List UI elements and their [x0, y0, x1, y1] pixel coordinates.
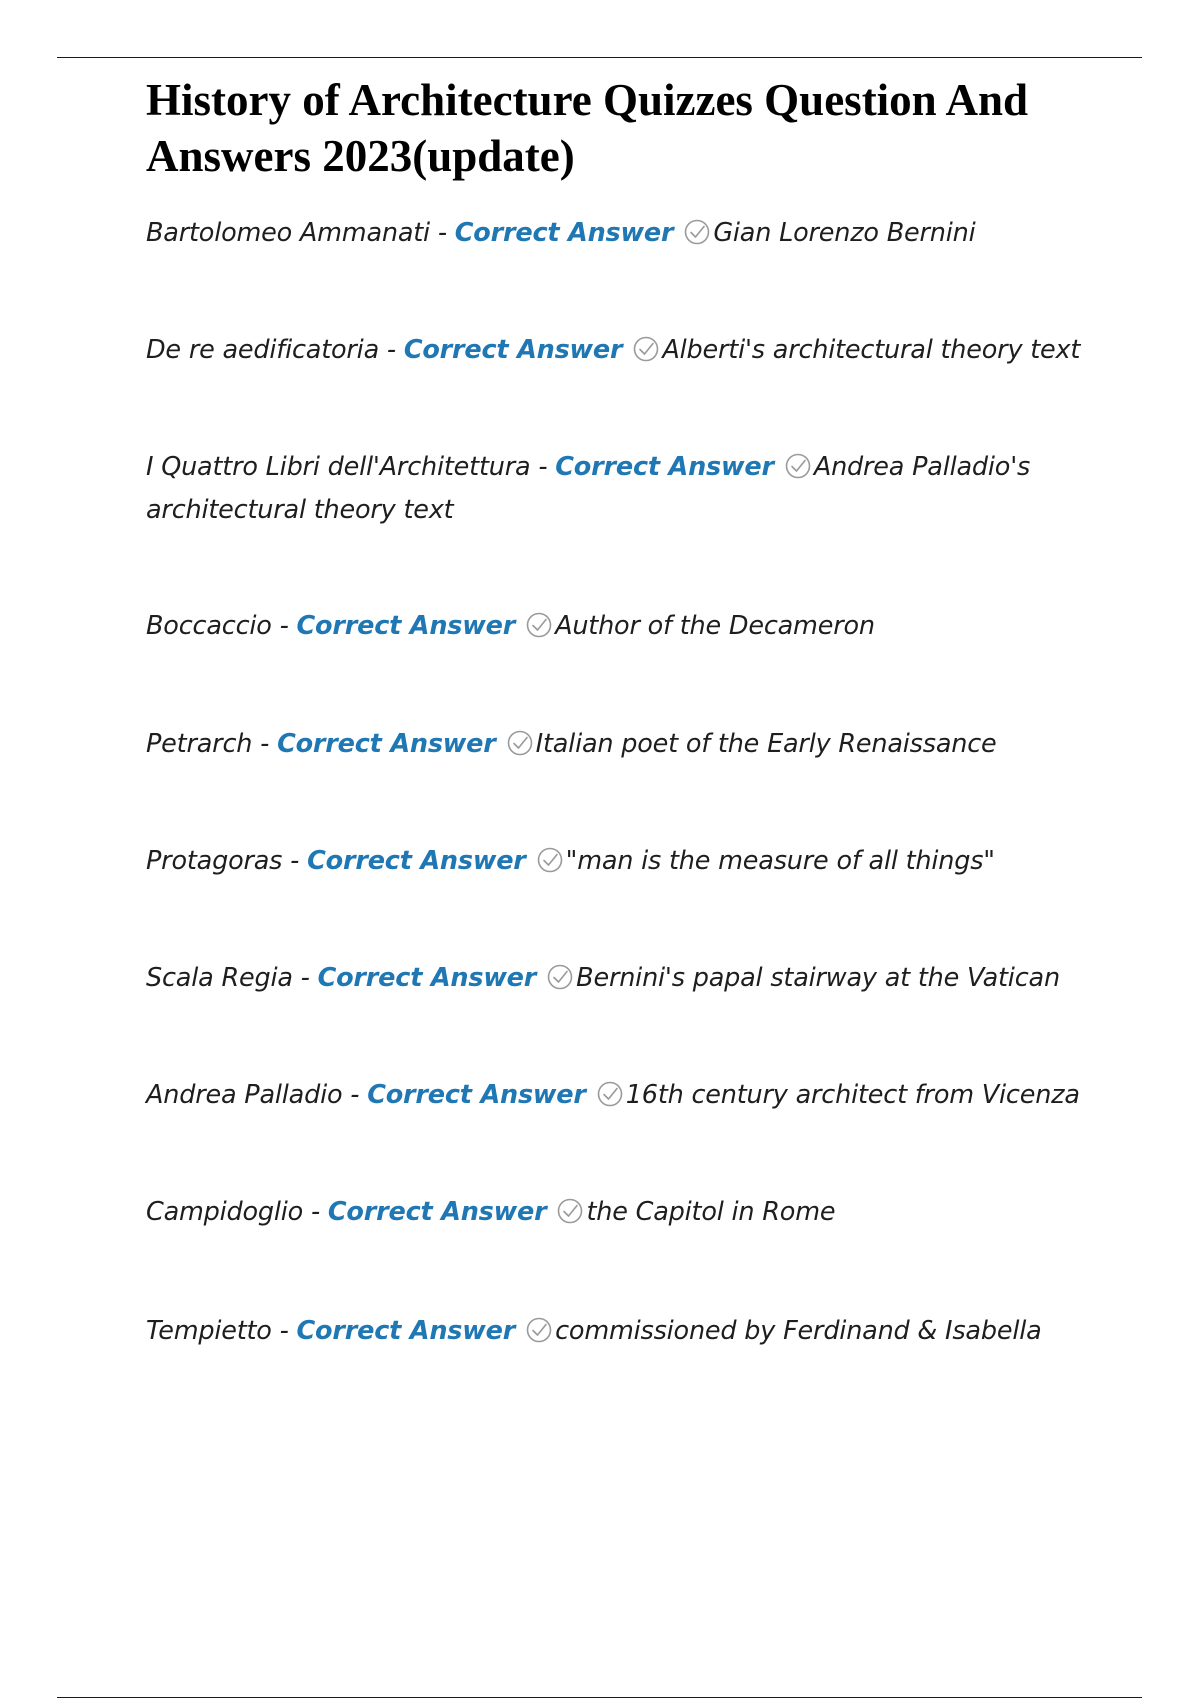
qa-term: Boccaccio — [146, 611, 272, 641]
correct-answer-label: Correct Answer — [277, 729, 496, 759]
correct-answer-label: Correct Answer — [296, 611, 516, 641]
qa-item — [146, 1310, 1096, 1353]
qa-separator: - — [303, 1197, 328, 1227]
qa-answer: Author of the Decameron — [555, 611, 875, 641]
qa-term: Petrarch — [146, 729, 253, 759]
qa-item — [146, 446, 1096, 532]
qa-item — [146, 605, 1096, 648]
qa-item — [146, 1074, 1096, 1117]
qa-separator: - — [271, 1316, 297, 1346]
qa-separator: - — [282, 846, 308, 876]
qa-separator: - — [530, 452, 556, 482]
correct-answer-label: Correct Answer — [454, 218, 674, 248]
correct-answer-label: Correct Answer — [296, 1316, 516, 1346]
qa-term: Campidoglio — [146, 1197, 304, 1227]
correct-answer-label: Correct Answer — [555, 452, 774, 482]
correct-answer-label: Correct Answer — [327, 1197, 547, 1227]
check-circle-icon — [525, 611, 553, 639]
qa-answer: Bernini's papal stairway at the Vatican — [576, 963, 1060, 993]
qa-separator: - — [379, 335, 404, 365]
qa-separator: - — [271, 611, 297, 641]
check-circle-icon — [784, 452, 812, 480]
top-rule — [57, 57, 1142, 58]
qa-term: Protagoras — [146, 846, 283, 876]
qa-separator: - — [429, 218, 455, 248]
qa-term: Bartolomeo Ammanati — [146, 218, 430, 248]
check-circle-icon — [556, 1197, 584, 1225]
qa-separator: - — [292, 963, 318, 993]
correct-answer-label: Correct Answer — [307, 846, 526, 876]
check-circle-icon — [525, 1316, 553, 1344]
bottom-rule — [57, 1697, 1142, 1698]
qa-answer: Andrea Palladio's architectural theory text — [146, 452, 1031, 525]
check-circle-icon — [596, 1080, 624, 1108]
qa-item — [146, 212, 1096, 255]
qa-answer: Italian poet of the Early Renaissance — [535, 729, 997, 759]
check-circle-icon — [506, 729, 534, 757]
page-title: History of Architecture Quizzes Question And Answers 2023(update) — [146, 75, 1029, 181]
qa-item — [146, 840, 1096, 883]
check-circle-icon — [683, 218, 711, 246]
qa-separator: - — [252, 729, 278, 759]
qa-term: Andrea Palladio — [146, 1080, 343, 1110]
qa-answer: 16th century architect from Vicenza — [625, 1080, 1080, 1110]
qa-answer: the Capitol in Rome — [586, 1197, 836, 1227]
qa-term: Scala Regia — [146, 963, 293, 993]
qa-answer: Alberti's architectural theory text — [662, 335, 1081, 365]
qa-answer: commissioned by Ferdinand & Isabella — [555, 1316, 1042, 1346]
check-circle-icon — [546, 963, 574, 991]
qa-item — [146, 723, 1096, 766]
check-circle-icon — [536, 846, 564, 874]
qa-term: I Quattro Libri dell'Architettura — [146, 452, 531, 482]
qa-answer: Gian Lorenzo Bernini — [713, 218, 976, 248]
qa-item — [146, 1191, 1096, 1234]
qa-answer: "man is the measure of all things" — [565, 846, 995, 876]
qa-item — [146, 329, 1096, 372]
qa-term: De re aedificatoria — [146, 335, 379, 365]
qa-term: Tempietto — [146, 1316, 272, 1346]
qa-item — [146, 957, 1096, 1000]
correct-answer-label: Correct Answer — [367, 1080, 586, 1110]
check-circle-icon — [632, 335, 660, 363]
qa-separator: - — [342, 1080, 368, 1110]
correct-answer-label: Correct Answer — [403, 335, 623, 365]
correct-answer-label: Correct Answer — [317, 963, 537, 993]
